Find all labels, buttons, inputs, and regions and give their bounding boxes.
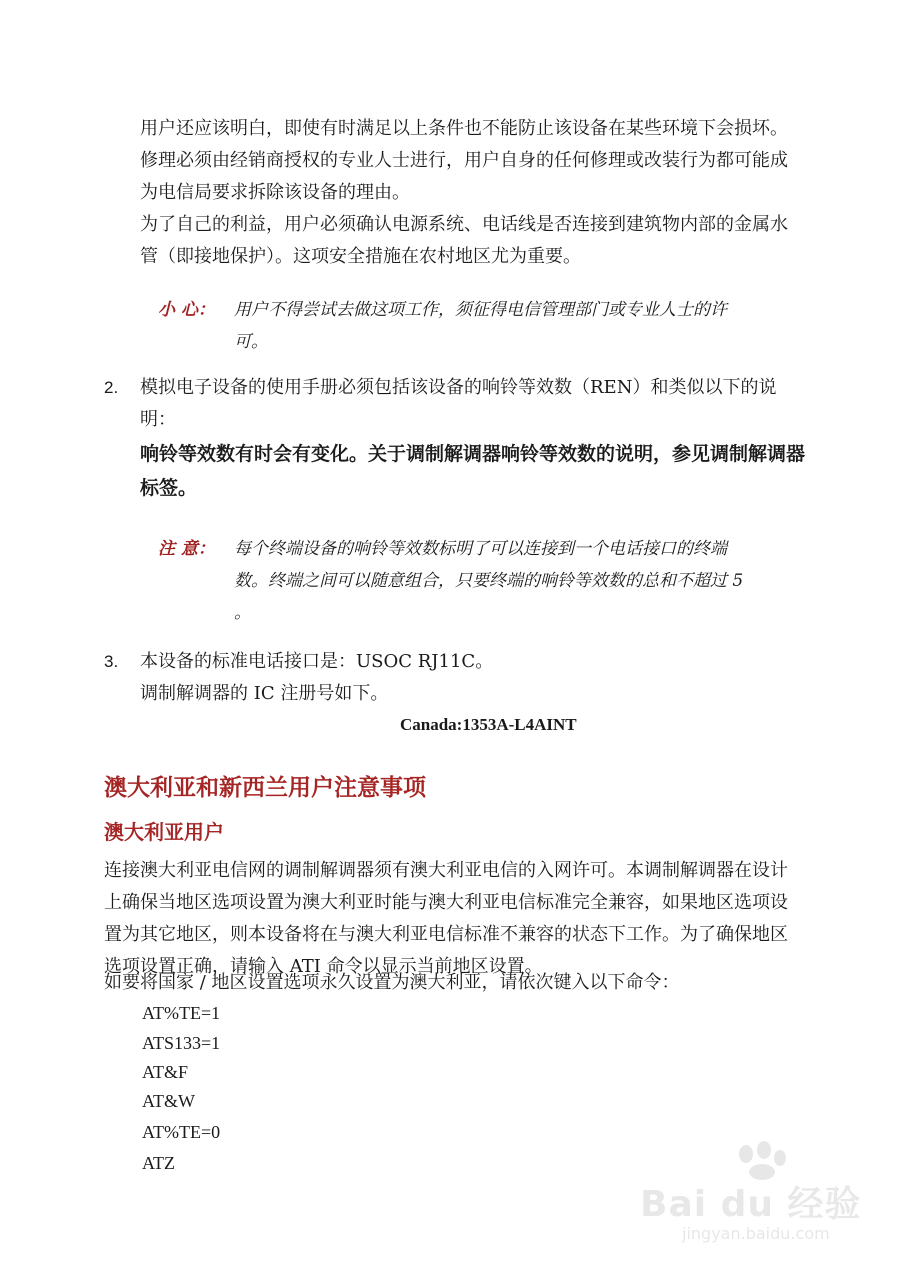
item-3-line-1: 本设备的标准电话接口是：USOC RJ11C。 [140,651,494,672]
section-subheading: 澳大利亚用户 [104,820,224,844]
caution-label: 小 心： [158,300,215,320]
watermark-brand: Bai du 经验 [640,1184,862,1225]
command-line: AT%TE=0 [142,1122,221,1142]
command-line: ATZ [142,1153,175,1173]
command-line: AT%TE=1 [142,1003,221,1023]
australia-paragraph-2: 如要将国家 / 地区设置选项永久设置为澳大利亚，请依次键入以下命令： [104,972,680,993]
command-line: AT&W [142,1091,195,1111]
australia-paragraph-1: 连接澳大利亚电信网的调制解调器须有澳大利亚电信的入网许可。本调制解调器在设计上确保当地区选项设置为澳大利亚时能与澳大利亚电信标准完全兼容，如果地区选项设置为其它地区，则本设备将在与澳大利亚电信标准不兼容的状态下工作。为了确保地区选项设置正确，请输入 ATI 命令以显示当前地区设置。 [104,860,788,977]
note-label: 注 意： [158,539,215,559]
intro-paragraph-1: 用户还应该明白，即使有时满足以上条件也不能防止该设备在某些环境下会损坏。修理必须由经销商授权的专业人士进行，用户自身的任何修理或改装行为都可能成为电信局要求拆除该设备的理由。 [140,118,788,203]
item-2-text: 模拟电子设备的使用手册必须包括该设备的响铃等效数（REN）和类似以下的说明： [140,377,777,430]
item-3-line-2: 调制解调器的 IC 注册号如下。 [140,683,389,704]
ic-registration-number: Canada:1353A-L4AINT [400,715,577,734]
caution-text: 用户不得尝试去做这项工作，须征得电信管理部门或专业人士的许可。 [234,300,727,352]
item-2-number: 2. [104,378,119,397]
command-line: ATS133=1 [142,1033,221,1053]
ren-notice-bold: 响铃等效数有时会有变化。关于调制解调器响铃等效数的说明，参见调制解调器标签。 [140,443,806,499]
baidu-watermark [640,1140,880,1250]
intro-paragraph-2: 为了自己的利益，用户必须确认电源系统、电话线是否连接到建筑物内部的金属水管（即接地保护）。这项安全措施在农村地区尤为重要。 [140,214,788,267]
section-heading: 澳大利亚和新西兰用户注意事项 [104,775,426,801]
command-line: AT&F [142,1062,189,1082]
watermark-url: jingyan.baidu.com [682,1224,830,1243]
note-text: 每个终端设备的响铃等效数标明了可以连接到一个电话接口的终端数。终端之间可以随意组合，只要终端的响铃等效数的总和不超过 5 。 [234,539,744,623]
item-3-number: 3. [104,652,119,671]
paw-icon [726,1140,796,1180]
